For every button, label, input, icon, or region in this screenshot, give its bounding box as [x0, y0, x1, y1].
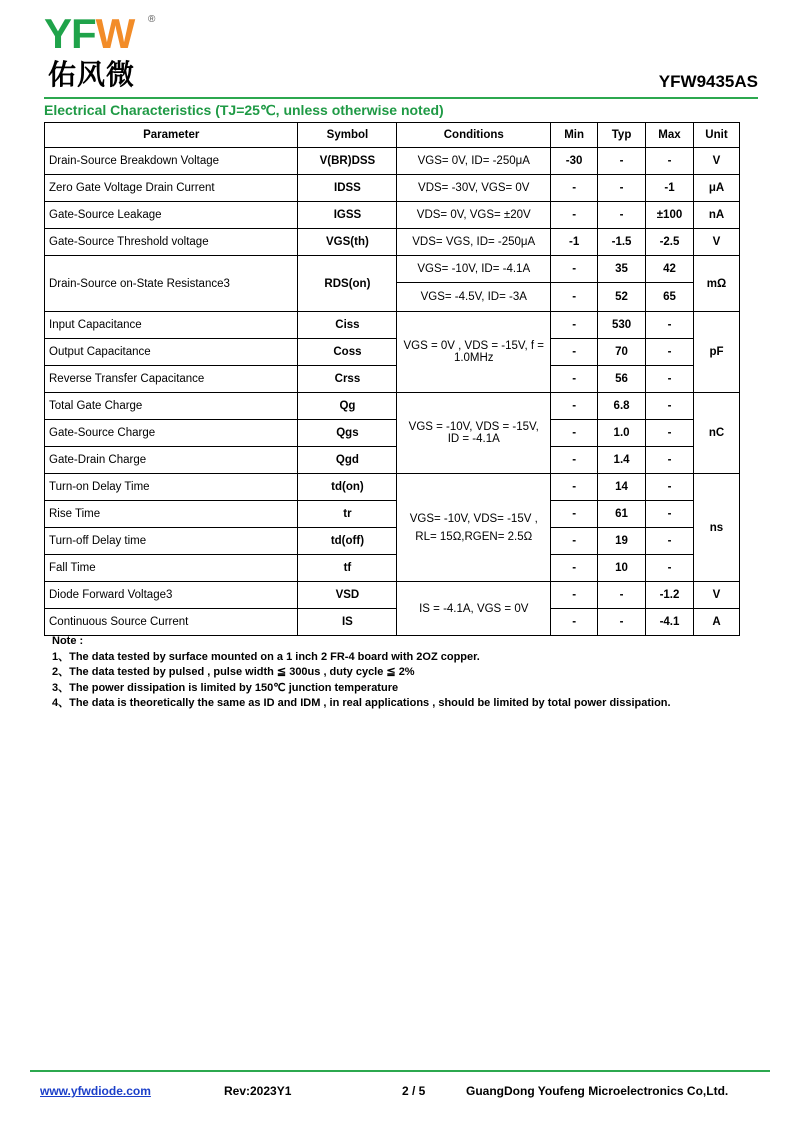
col-min: Min	[551, 123, 598, 148]
min-cell: -1	[551, 229, 598, 256]
typ-cell: 530	[598, 312, 646, 339]
col-symbol: Symbol	[298, 123, 397, 148]
unit-cell: μA	[693, 175, 739, 202]
conditions-cell: VGS= -4.5V, ID= -3A	[397, 283, 551, 312]
table-row	[45, 528, 740, 555]
conditions-cell: VGS= 0V, ID= -250μA	[397, 148, 551, 175]
max-cell: ±100	[646, 202, 694, 229]
conditions-cell: IS = -4.1A, VGS = 0V	[397, 582, 551, 636]
min-cell: -	[551, 256, 598, 283]
typ-cell: -	[598, 148, 646, 175]
symbol-cell: Ciss	[298, 312, 397, 339]
typ-cell: 19	[598, 528, 646, 555]
typ-cell: -1.5	[598, 229, 646, 256]
symbol-cell: td(off)	[298, 528, 397, 555]
min-cell: -	[551, 202, 598, 229]
symbol-cell: Qg	[298, 393, 397, 420]
max-cell: -1.2	[646, 582, 694, 609]
table-row	[45, 609, 740, 636]
parameter-cell: Output Capacitance	[45, 339, 298, 366]
max-cell: -	[646, 148, 694, 175]
symbol-cell: tr	[298, 501, 397, 528]
conditions-cell: VDS= 0V, VGS= ±20V	[397, 202, 551, 229]
company-name: GuangDong Youfeng Microelectronics Co,Ltd.	[466, 1084, 729, 1098]
symbol-cell: V(BR)DSS	[298, 148, 397, 175]
parameter-cell: Zero Gate Voltage Drain Current	[45, 175, 298, 202]
table-row	[45, 229, 740, 256]
max-cell: -	[646, 366, 694, 393]
min-cell: -	[551, 582, 598, 609]
parameter-cell: Gate-Source Leakage	[45, 202, 298, 229]
table-row	[45, 555, 740, 582]
parameter-cell: Gate-Source Charge	[45, 420, 298, 447]
conditions-cell: VGS = -10V, VDS = -15V, ID = -4.1A	[397, 393, 551, 474]
unit-cell: A	[693, 609, 739, 636]
section-title: Electrical Characteristics (TJ=25℃, unless otherwise noted)	[44, 102, 444, 118]
table-row	[45, 202, 740, 229]
max-cell: -	[646, 528, 694, 555]
table-header-row	[45, 123, 740, 148]
unit-cell: V	[693, 582, 739, 609]
table-row	[45, 474, 740, 501]
min-cell: -	[551, 393, 598, 420]
parameter-cell: Drain-Source on-State Resistance3	[45, 256, 298, 312]
typ-cell: 52	[598, 283, 646, 312]
min-cell: -	[551, 447, 598, 474]
max-cell: -2.5	[646, 229, 694, 256]
conditions-cell: VDS= VGS, ID= -250μA	[397, 229, 551, 256]
max-cell: -1	[646, 175, 694, 202]
min-cell: -30	[551, 148, 598, 175]
unit-cell: ns	[693, 474, 739, 582]
typ-cell: -	[598, 609, 646, 636]
parameter-cell: Input Capacitance	[45, 312, 298, 339]
company-logo	[44, 10, 164, 94]
max-cell: -4.1	[646, 609, 694, 636]
typ-cell: 6.8	[598, 393, 646, 420]
typ-cell: -	[598, 582, 646, 609]
parameter-cell: Rise Time	[45, 501, 298, 528]
unit-cell: V	[693, 229, 739, 256]
min-cell: -	[551, 339, 598, 366]
table-row	[45, 420, 740, 447]
note-item: 3、The power dissipation is limited by 150℃ junction temperature	[52, 681, 399, 694]
typ-cell: 14	[598, 474, 646, 501]
unit-cell: pF	[693, 312, 739, 393]
electrical-characteristics-table	[44, 122, 740, 636]
table-row	[45, 447, 740, 474]
symbol-cell: IGSS	[298, 202, 397, 229]
table-row	[45, 501, 740, 528]
symbol-cell: RDS(on)	[298, 256, 397, 312]
min-cell: -	[551, 366, 598, 393]
table-row	[45, 175, 740, 202]
unit-cell: mΩ	[693, 256, 739, 312]
typ-cell: 10	[598, 555, 646, 582]
col-parameter: Parameter	[45, 123, 298, 148]
table-row	[45, 582, 740, 609]
page-number: 2 / 5	[402, 1084, 426, 1098]
conditions-cell: VDS= -30V, VGS= 0V	[397, 175, 551, 202]
symbol-cell: VSD	[298, 582, 397, 609]
typ-cell: 35	[598, 256, 646, 283]
parameter-cell: Reverse Transfer Capacitance	[45, 366, 298, 393]
max-cell: -	[646, 393, 694, 420]
table-row	[45, 148, 740, 175]
notes-title: Note :	[52, 635, 84, 647]
symbol-cell: Qgs	[298, 420, 397, 447]
max-cell: -	[646, 339, 694, 366]
min-cell: -	[551, 420, 598, 447]
table-row	[45, 366, 740, 393]
parameter-cell: Diode Forward Voltage3	[45, 582, 298, 609]
symbol-cell: IS	[298, 609, 397, 636]
logo-mark	[44, 10, 135, 57]
symbol-cell: Crss	[298, 366, 397, 393]
conditions-line: RL= 15Ω,RGEN= 2.5Ω	[415, 530, 533, 543]
notes-section	[52, 634, 671, 712]
max-cell: -	[646, 420, 694, 447]
min-cell: -	[551, 474, 598, 501]
max-cell: 65	[646, 283, 694, 312]
min-cell: -	[551, 283, 598, 312]
typ-cell: 1.4	[598, 447, 646, 474]
unit-cell: V	[693, 148, 739, 175]
conditions-cell	[397, 474, 551, 582]
parameter-cell: Gate-Source Threshold voltage	[45, 229, 298, 256]
symbol-cell: IDSS	[298, 175, 397, 202]
max-cell: -	[646, 312, 694, 339]
conditions-line: VGS= -10V, VDS= -15V ,	[409, 512, 538, 525]
note-item: 2、The data tested by pulsed , pulse width ≦ 300us , duty cycle ≦ 2%	[52, 666, 415, 678]
col-max: Max	[646, 123, 694, 148]
min-cell: -	[551, 175, 598, 202]
logo-text: YFW	[44, 10, 135, 57]
max-cell: -	[646, 447, 694, 474]
parameter-cell: Gate-Drain Charge	[45, 447, 298, 474]
typ-cell: 70	[598, 339, 646, 366]
min-cell: -	[551, 528, 598, 555]
col-conditions: Conditions	[397, 123, 551, 148]
typ-cell: 1.0	[598, 420, 646, 447]
symbol-cell: td(on)	[298, 474, 397, 501]
unit-cell: nA	[693, 202, 739, 229]
symbol-cell: tf	[298, 555, 397, 582]
footer-divider	[30, 1070, 770, 1072]
typ-cell: 61	[598, 501, 646, 528]
max-cell: -	[646, 501, 694, 528]
symbol-cell: Coss	[298, 339, 397, 366]
note-item: 1、The data tested by surface mounted on a 1 inch 2 FR-4 board with 2OZ copper.	[52, 650, 480, 663]
min-cell: -	[551, 555, 598, 582]
note-item: 4、The data is theoretically the same as ID and IDM , in real applications , should be limited by total power dissipation.	[52, 697, 671, 709]
min-cell: -	[551, 501, 598, 528]
max-cell: -	[646, 474, 694, 501]
parameter-cell: Turn-off Delay time	[45, 528, 298, 555]
typ-cell: -	[598, 175, 646, 202]
symbol-cell: VGS(th)	[298, 229, 397, 256]
parameter-cell: Total Gate Charge	[45, 393, 298, 420]
revision: Rev:2023Y1	[224, 1084, 292, 1098]
table-row	[45, 256, 740, 283]
conditions-cell: VGS = 0V , VDS = -15V, f = 1.0MHz	[397, 312, 551, 393]
unit-cell: nC	[693, 393, 739, 474]
website-link[interactable]: www.yfwdiode.com	[40, 1084, 151, 1098]
parameter-cell: Fall Time	[45, 555, 298, 582]
min-cell: -	[551, 609, 598, 636]
header-divider	[44, 97, 758, 99]
registered-mark: ®	[148, 14, 156, 25]
table-row	[45, 312, 740, 339]
parameter-cell: Drain-Source Breakdown Voltage	[45, 148, 298, 175]
parameter-cell: Continuous Source Current	[45, 609, 298, 636]
conditions-cell: VGS= -10V, ID= -4.1A	[397, 256, 551, 283]
parameter-cell: Turn-on Delay Time	[45, 474, 298, 501]
symbol-cell: Qgd	[298, 447, 397, 474]
typ-cell: 56	[598, 366, 646, 393]
col-unit: Unit	[693, 123, 739, 148]
table-row	[45, 339, 740, 366]
logo-chinese-name: 佑风微	[48, 59, 136, 90]
col-typ: Typ	[598, 123, 646, 148]
table-row	[45, 393, 740, 420]
typ-cell: -	[598, 202, 646, 229]
max-cell: -	[646, 555, 694, 582]
min-cell: -	[551, 312, 598, 339]
max-cell: 42	[646, 256, 694, 283]
part-number: YFW9435AS	[658, 72, 758, 91]
